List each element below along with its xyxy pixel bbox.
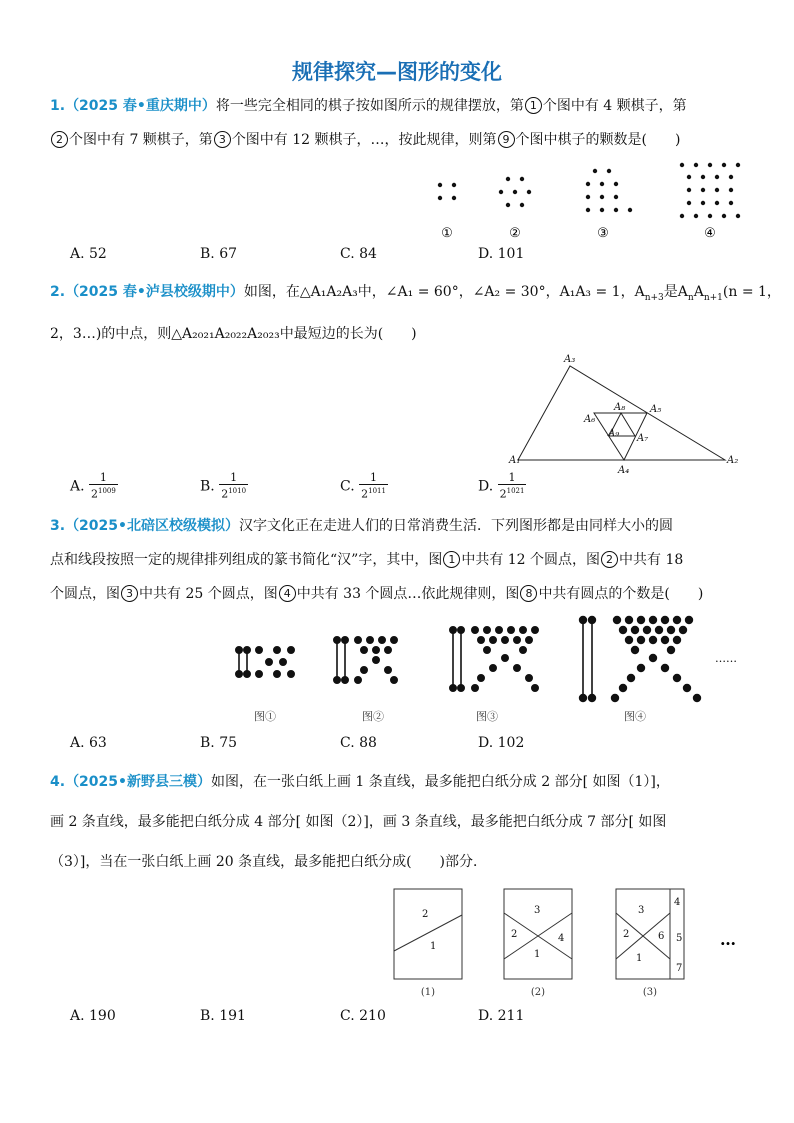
vertex-label: A₆ [584,414,596,425]
fraction: $\frac{1}{2^{1010}}$ [221,471,247,501]
region-label: 4 [558,933,565,944]
q1-text: 个图中有 4 颗棋子，第 [542,98,687,114]
ellipsis: …… [715,652,737,665]
han-figure-2 [334,637,397,683]
han-figure-3 [450,627,538,691]
q1-option-a[interactable] [70,246,107,262]
option-value: 101 [497,246,525,262]
option-letter: A. [70,1008,85,1024]
han-figure-4 [580,617,701,702]
option-value: 52 [89,246,107,262]
option-value: 84 [359,246,377,262]
vertex-label: A₇ [637,433,649,444]
q1-source: （2025 春•重庆期中） [65,98,216,114]
option-letter: A. [70,246,85,262]
figure-label: 图③ [476,710,498,723]
vertex-label: A₄ [618,465,630,475]
q3-source: （2025•北碚区校级模拟） [65,518,239,534]
han-figure-1 [236,647,294,677]
q2-subscript: n+1 [703,292,723,303]
option-letter: C. [340,735,355,751]
q4-source: （2025•新野县三模） [65,774,211,790]
option-letter: C. [340,478,355,495]
q3-text: 中共有 25 个圆点，图 [139,586,278,602]
figure-label: 图① [254,710,276,723]
q3-number: 3. [50,518,66,534]
option-value: 75 [219,735,238,751]
q4-line3 [50,852,750,872]
option-value: 67 [219,246,238,262]
q1-text: 个图中有 12 颗棋子，…，按此规律，则第 [231,132,497,148]
q4-text: 画 2 条直线，最多能把白纸分成 4 部分[ 如图（2）]，画 3 条直线，最多能把白纸分成 7 部分[ 如图 [50,814,667,830]
option-letter: B. [200,246,215,262]
q3-text: 中共有圆点的个数是( ) [538,586,704,602]
fraction: $\frac{1}{2^{1021}}$ [499,471,525,501]
region-label: 2 [422,909,429,920]
q4-text: 如图，在一张白纸上画 1 条直线，最多能把白纸分成 2 部分[ 如图（1）]， [210,774,670,790]
figure-label: 图② [362,710,384,723]
region-label: 1 [534,949,541,960]
option-letter: A. [70,478,85,495]
q2-text: 是A [663,284,688,300]
circled-number: 3 [121,585,138,602]
q1-chess-figures [420,155,760,245]
q1-line1 [50,96,750,116]
circled-number: 4 [279,585,296,602]
q2-text: (n = 1， [722,284,781,300]
region-label: 3 [534,905,541,916]
q3-option-a[interactable] [70,735,107,751]
figure-label: ④ [704,226,716,241]
q2-triangle-figure [500,350,750,475]
region-label: 2 [623,929,630,940]
q3-text: 中共有 18 [619,552,684,568]
option-value: 63 [89,735,107,751]
q1-text: 个图中有 7 颗棋子，第 [69,132,213,148]
q2-text: 2，3…)的中点，则△A₂₀₂₁A₂₀₂₂A₂₀₂₃中最短边的长为( ) [50,326,417,342]
figure-caption: (3) [642,987,658,998]
figure-3-dots [586,169,632,212]
q4-option-b[interactable] [200,1008,246,1024]
q4-line2 [50,812,750,832]
region-label: 6 [658,931,665,942]
q3-text: 汉字文化正在走进人们的日常消费生活．下列图形都是由同样大小的圆 [238,518,673,534]
region-label: 3 [638,905,645,916]
option-letter: D. [478,1008,494,1024]
option-letter: D. [478,735,494,751]
option-value: 102 [497,735,525,751]
vertex-label: A₂ [727,455,739,466]
q2-subscript: n+3 [644,292,664,303]
q1-line2 [50,130,750,150]
q2-line1 [50,282,781,308]
option-value: 210 [359,1008,386,1024]
vertex-label: A₁ [509,455,521,466]
q3-text: 中共有 12 个圆点，图 [461,552,601,568]
page-title: 规律探究—图形的变化 [292,60,502,84]
region-label: 7 [676,963,683,974]
q4-option-a[interactable] [70,1008,116,1024]
q2-subscript: n [687,292,694,303]
circled-number: 2 [601,551,618,568]
figure-2-dots [499,177,531,207]
figure-4-dots [680,163,740,218]
q3-option-d[interactable] [478,735,524,751]
option-value: 211 [497,1008,525,1024]
option-letter: B. [200,478,215,495]
figure-1-dots [438,183,456,200]
q3-line1 [50,516,750,536]
q4-line1 [50,772,750,792]
q1-text: 个图中棋子的颗数是( ) [515,132,681,148]
figure-caption: (1) [420,987,436,998]
q3-han-figures [225,610,755,730]
fraction: $\frac{1}{2^{1009}}$ [91,471,116,501]
paper-1 [394,889,462,979]
circled-number: 8 [520,585,537,602]
q2-option-d[interactable] [478,472,526,501]
region-label: 4 [674,897,681,908]
option-value: 88 [359,735,377,751]
option-letter: B. [200,1008,215,1024]
q1-text: 将一些完全相同的棋子按如图所示的规律摆放，第 [215,98,524,114]
q1-option-d[interactable] [478,246,524,262]
circled-number: 9 [498,131,515,148]
q1-option-b[interactable] [200,246,237,262]
q3-text: 点和线段按照一定的规律排列组成的篆书简化“汉”字，其中，图 [50,552,443,568]
q1-number: 1. [50,98,66,114]
q3-text: 中共有 33 个圆点…依此规律则，图 [296,586,520,602]
q2-option-c[interactable] [340,472,388,501]
q4-option-d[interactable] [478,1008,524,1024]
q2-number: 2. [50,284,66,300]
option-letter: C. [340,1008,355,1024]
circled-number: 1 [443,551,460,568]
vertex-label: A₃ [564,354,576,365]
region-label: 1 [430,941,437,952]
circled-number: 2 [51,131,68,148]
option-letter: B. [200,735,215,751]
region-label: 5 [676,933,683,944]
region-label: 1 [636,953,643,964]
q2-source: （2025 春•泸县校级期中） [65,284,244,300]
option-letter: D. [478,246,494,262]
fraction: $\frac{1}{2^{1011}}$ [361,471,386,501]
q3-option-b[interactable] [200,735,237,751]
q4-text: （3）]，当在一张白纸上画 20 条直线，最多能把白纸分成( )部分． [50,854,488,870]
q3-option-c[interactable] [340,735,377,751]
vertex-label: A₅ [650,404,662,415]
q3-line2 [50,550,750,570]
circled-number: 1 [525,97,542,114]
q4-number: 4. [50,774,66,790]
q3-text: 个圆点，图 [50,586,120,602]
ellipsis: … [720,930,736,949]
q4-option-c[interactable] [340,1008,386,1024]
circled-number: 3 [214,131,231,148]
q2-text: A [693,284,704,300]
figure-caption: (2) [530,987,546,998]
q4-paper-figures [390,885,760,1000]
vertex-label: A₈ [614,402,626,413]
q2-line2 [50,324,750,344]
option-letter: A. [70,735,85,751]
q2-option-a[interactable] [70,472,118,501]
option-value: 191 [219,1008,246,1024]
vertex-label: A₉ [608,428,620,439]
option-letter: C. [340,246,355,262]
q1-option-c[interactable] [340,246,377,262]
region-label: 2 [511,929,518,940]
option-letter: D. [478,478,494,495]
figure-label: ① [441,226,453,241]
figure-label: ③ [597,226,609,241]
q2-option-b[interactable] [200,472,248,501]
option-value: 190 [89,1008,116,1024]
q2-text: 如图，在△A₁A₂A₃中，∠A₁ = 60°，∠A₂ = 30°，A₁A₃ = 1，A [243,284,645,300]
figure-label: ② [509,226,521,241]
figure-label: 图④ [624,710,646,723]
q3-line3 [50,584,750,604]
